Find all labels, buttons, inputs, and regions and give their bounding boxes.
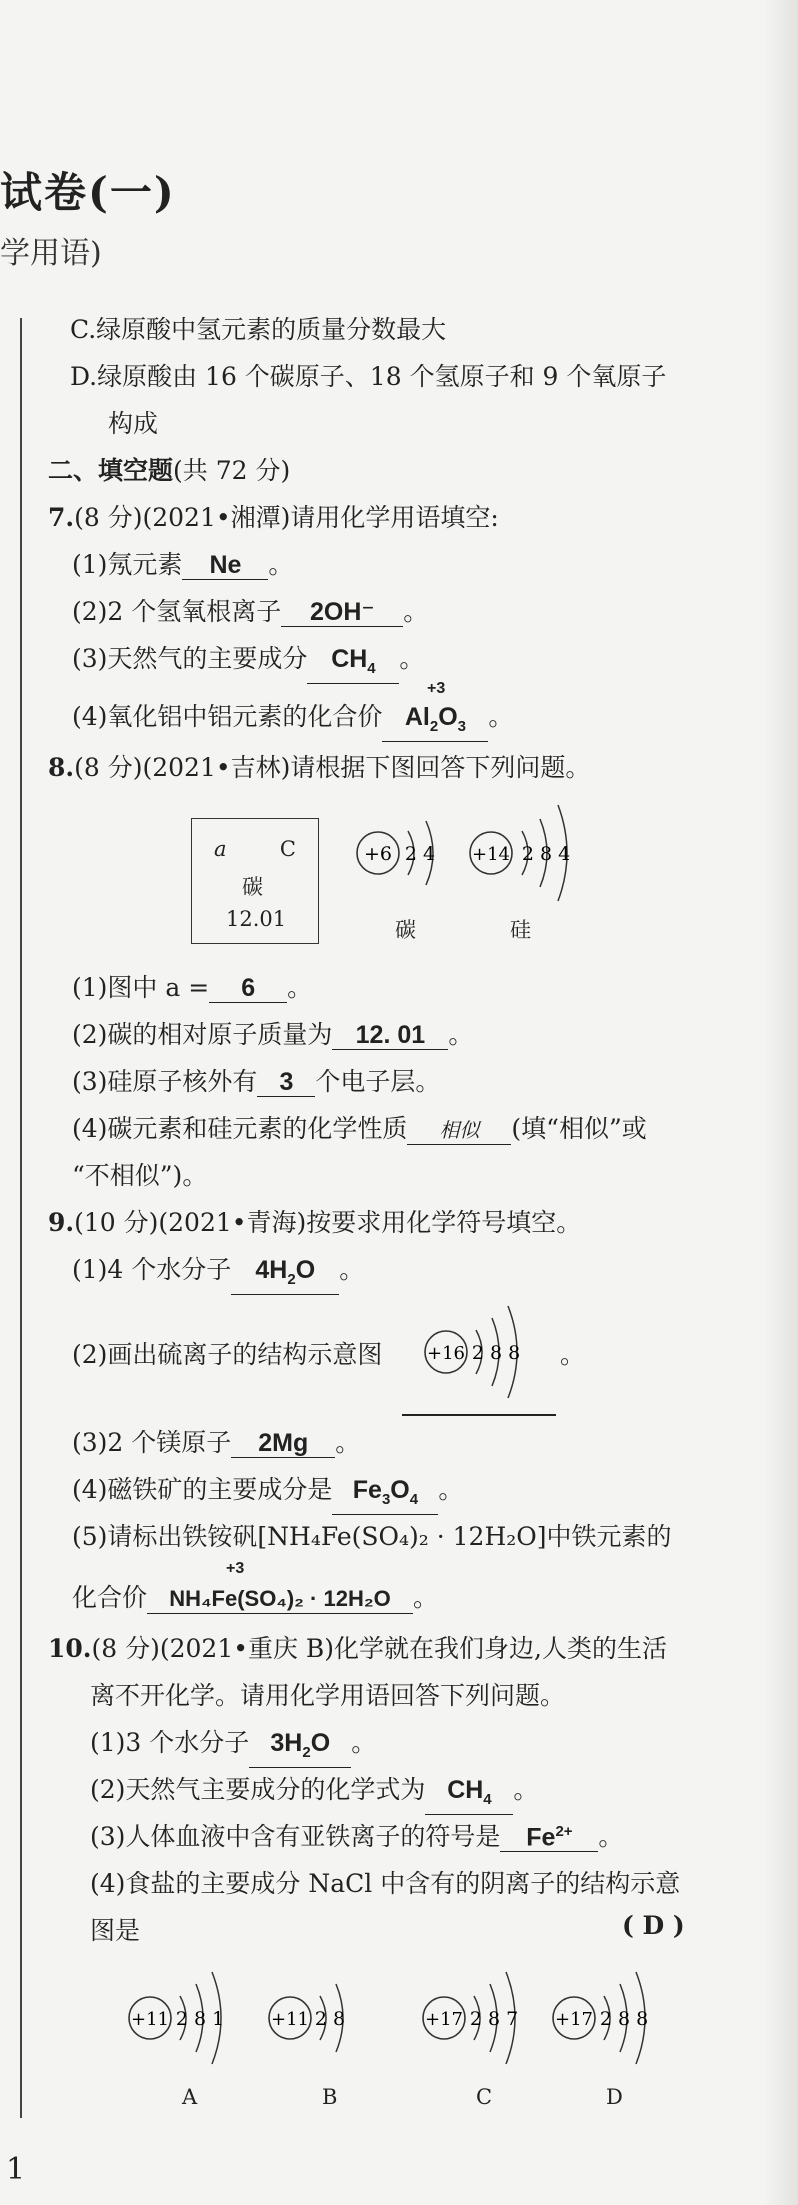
q8-number: 8. <box>48 753 75 782</box>
q6-option-d-cont: 构成 <box>108 409 159 438</box>
q7-a4-o: O <box>438 703 458 731</box>
page-edge-shadow <box>764 0 798 2205</box>
q9-p2-end: 。 <box>560 1340 586 1369</box>
q10-part4-cont: 图是 <box>90 1916 141 1945</box>
section-title: 二、填空题 <box>48 456 174 485</box>
q8-answer-4: 相似 <box>407 1116 511 1145</box>
sulfur-nucleus-text: +16 <box>427 1343 465 1364</box>
q8-p1-end: 。 <box>287 973 313 1002</box>
option-shells-text: 2 8 8 <box>599 2008 649 2030</box>
option-d-diagram <box>548 1960 668 2080</box>
page-title: 试卷(一) <box>0 168 176 217</box>
q10-answer-2 <box>425 1776 513 1815</box>
element-box-mass: 12.01 <box>226 907 287 931</box>
carbon-shells-text: 2 4 <box>404 843 436 865</box>
q9-p3-end: 。 <box>335 1428 361 1457</box>
q9-p5-cont-text: 化合价 <box>72 1583 148 1612</box>
q10-stem-cont: 离不开化学。请用化学用语回答下列问题。 <box>90 1681 566 1710</box>
q9-answer-2-underline <box>402 1414 556 1416</box>
q9-answer-4 <box>332 1476 438 1515</box>
carbon-atom-diagram <box>350 795 460 905</box>
q6-option-c: C.绿原酸中氢元素的质量分数最大 <box>70 315 447 344</box>
q9-part3 <box>72 1423 360 1459</box>
q7-a4-sub1: 2 <box>429 718 439 735</box>
page-number: 1 <box>6 2152 26 2187</box>
option-c-diagram <box>418 1960 538 2080</box>
q9-p4-text: (4)磁铁矿的主要成分是 <box>72 1475 333 1504</box>
q8-answer-3: 3 <box>257 1068 315 1097</box>
q10-p3-text: (3)人体血液中含有亚铁离子的符号是 <box>90 1822 501 1851</box>
q8-p3-post: 个电子层。 <box>315 1067 441 1096</box>
option-nucleus-text: +11 <box>271 2009 309 2030</box>
q7-answer-1: Ne <box>182 551 268 580</box>
q10-stem <box>48 1629 667 1665</box>
q7-valence-mark: +3 <box>427 680 446 697</box>
q9-p1-end: 。 <box>339 1255 365 1284</box>
q9-a4-main: Fe <box>352 1476 382 1504</box>
q9-p3-text: (3)2 个镁原子 <box>72 1428 232 1457</box>
carbon-element-box <box>191 818 319 944</box>
q10-answer-3 <box>500 1818 598 1852</box>
q9-part1 <box>72 1250 364 1295</box>
q10-answer-1 <box>249 1729 351 1768</box>
element-box-a: a <box>214 837 227 861</box>
q10-answer-4: ( D ) <box>622 1911 685 1940</box>
q9-a1-sub: 2 <box>287 1271 296 1288</box>
q9-a1-tail: O <box>295 1256 316 1284</box>
q10-part1 <box>90 1723 376 1768</box>
q7-p2-text: (2)2 个氢氧根离子 <box>72 597 282 626</box>
option-shells-text: 2 8 1 <box>175 2008 225 2030</box>
q8-stem-text: (8 分)(2021•吉林)请根据下图回答下列问题。 <box>74 753 591 782</box>
q7-a4-sub2: 3 <box>457 718 466 735</box>
q7-part1 <box>72 545 293 581</box>
q10-p1-end: 。 <box>351 1728 377 1757</box>
q9-a4-sub2: 4 <box>409 1491 419 1508</box>
q7-p1-text: (1)氖元素 <box>72 550 183 579</box>
section-heading <box>48 451 290 487</box>
q10-p2-end: 。 <box>513 1775 539 1804</box>
q7-part4 <box>72 697 513 742</box>
q10-p1-text: (1)3 个水分子 <box>90 1728 250 1757</box>
q9-p2-text: (2)画出硫离子的结构示意图 <box>72 1340 383 1369</box>
q7-number: 7. <box>48 503 75 532</box>
option-b-label: B <box>322 2085 338 2109</box>
q8-p1-text: (1)图中 a = <box>72 973 210 1002</box>
q8-p2-end: 。 <box>448 1020 474 1049</box>
q10-part3 <box>90 1817 623 1853</box>
q7-stem-text: (8 分)(2021•湘潭)请用化学用语填空: <box>74 503 499 532</box>
q7-stem <box>48 498 499 534</box>
q7-a3-main: CH <box>331 645 368 673</box>
option-a-diagram <box>124 1960 244 2080</box>
silicon-atom-diagram <box>466 785 596 915</box>
q8-p3-text: (3)硅原子核外有 <box>72 1067 258 1096</box>
q8-part4-cont: “不相似”)。 <box>72 1161 208 1190</box>
q8-part3 <box>72 1062 440 1098</box>
q7-part2 <box>72 592 428 628</box>
q7-p4-text: (4)氧化铝中铝元素的化合价 <box>72 702 383 731</box>
q9-valence-mark: +3 <box>226 1560 245 1577</box>
option-nucleus-text: +17 <box>555 2009 593 2030</box>
sulfur-shells-text: 2 8 8 <box>471 1342 521 1364</box>
q9-answer-1 <box>231 1256 339 1295</box>
q6-option-d: D.绿原酸由 16 个碳原子、18 个氢原子和 9 个氧原子 <box>70 362 667 391</box>
option-d-label: D <box>606 2085 623 2109</box>
silicon-label: 硅 <box>510 918 531 942</box>
option-shells-text: 2 8 7 <box>469 2008 519 2030</box>
q9-number: 9. <box>48 1208 75 1237</box>
q7-p4-end: 。 <box>488 702 514 731</box>
element-box-name: 碳 <box>242 875 263 899</box>
q7-answer-3 <box>307 645 399 684</box>
q9-p1-text: (1)4 个水分子 <box>72 1255 232 1284</box>
q10-a2-main: CH <box>447 1776 484 1804</box>
silicon-nucleus-text: +14 <box>472 844 510 865</box>
q9-p5-end: 。 <box>413 1583 439 1612</box>
element-box-symbol: C <box>279 837 296 861</box>
q8-p4-post: (填“相似”或 <box>511 1114 647 1143</box>
carbon-label: 碳 <box>395 918 416 942</box>
q7-p2-end: 。 <box>403 597 429 626</box>
q10-part4: (4)食盐的主要成分 NaCl 中含有的阴离子的结构示意 <box>90 1869 681 1898</box>
option-b-diagram <box>264 1960 384 2080</box>
q9-answer-3: 2Mg <box>231 1429 335 1458</box>
page-subtitle: 学用语) <box>0 236 102 271</box>
carbon-nucleus-text: +6 <box>363 843 393 865</box>
option-shells-text: 2 8 <box>314 2008 346 2030</box>
q9-stem <box>48 1203 581 1239</box>
q9-stem-text: (10 分)(2021•青海)按要求用化学符号填空。 <box>74 1208 582 1237</box>
q7-a3-sub: 4 <box>367 660 376 677</box>
q9-part5: (5)请标出铁铵矾[NH₄Fe(SO₄)₂ · 12H₂O]中铁元素的 <box>72 1522 672 1551</box>
section-note: (共 72 分) <box>173 456 291 485</box>
option-c-label: C <box>476 2085 493 2109</box>
column-divider <box>20 318 22 2118</box>
q7-a4-el: Al <box>404 703 430 731</box>
q9-part4 <box>72 1470 463 1515</box>
q7-p1-end: 。 <box>268 550 294 579</box>
q9-part2 <box>72 1335 382 1371</box>
q8-p4-text: (4)碳元素和硅元素的化学性质 <box>72 1114 408 1143</box>
q10-number: 10. <box>48 1634 92 1663</box>
q9-answer-5: NH₄Fe(SO₄)₂ · 12H₂O <box>147 1585 413 1614</box>
option-nucleus-text: +17 <box>425 2009 463 2030</box>
q7-answer-4 <box>382 703 488 742</box>
q9-part5-cont <box>72 1578 438 1614</box>
q10-a3-main: Fe <box>526 1823 556 1851</box>
q8-answer-1: 6 <box>209 974 287 1003</box>
silicon-shells-text: 2 8 4 <box>521 843 571 865</box>
q7-answer-2: 2OH⁻ <box>281 598 403 627</box>
q10-a1-sub: 2 <box>302 1744 311 1761</box>
q8-p2-text: (2)碳的相对原子质量为 <box>72 1020 333 1049</box>
q7-p3-end: 。 <box>399 644 425 673</box>
option-a-label: A <box>182 2085 198 2109</box>
q8-part4 <box>72 1109 647 1145</box>
sulfur-ion-diagram <box>420 1296 550 1416</box>
option-nucleus-text: +11 <box>131 2009 169 2030</box>
q10-p3-end: 。 <box>598 1822 624 1851</box>
q10-a3-sup: 2+ <box>555 1822 573 1840</box>
q8-part1 <box>72 968 312 1004</box>
q8-part2 <box>72 1015 473 1051</box>
q9-p4-end: 。 <box>438 1475 464 1504</box>
q7-part3 <box>72 639 424 684</box>
q10-stem-text: (8 分)(2021•重庆 B)化学就在我们身边,人类的生活 <box>91 1634 668 1663</box>
q10-a1-tail: O <box>310 1729 331 1757</box>
q10-a2-sub: 4 <box>483 1791 492 1808</box>
q9-a4-o: O <box>390 1476 410 1504</box>
q10-part2 <box>90 1770 538 1815</box>
q9-a4-sub1: 3 <box>381 1491 391 1508</box>
q8-stem <box>48 748 590 784</box>
q7-p3-text: (3)天然气的主要成分 <box>72 644 308 673</box>
q10-a1-main: 3H <box>270 1729 303 1757</box>
q8-answer-2: 12. 01 <box>332 1021 448 1050</box>
q9-a1-main: 4H <box>255 1256 288 1284</box>
q10-p2-text: (2)天然气主要成分的化学式为 <box>90 1775 426 1804</box>
